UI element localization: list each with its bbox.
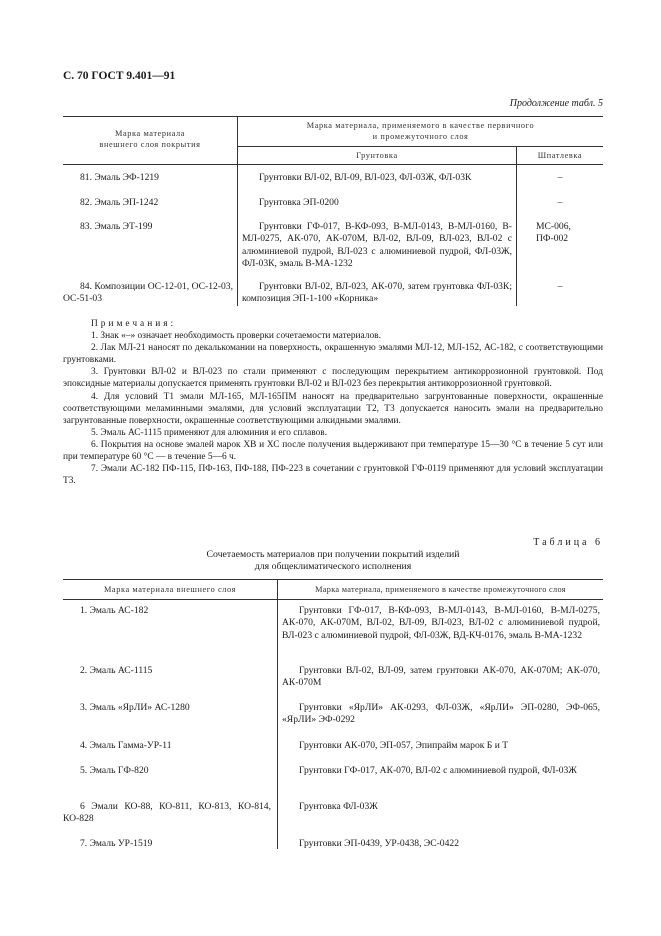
table-row-material: 83. Эмаль ЭТ-199 (80, 221, 153, 232)
table-row-material: 81. Эмаль ЭФ-1219 (80, 172, 159, 183)
table-row-intermediate: Грунтовки ВЛ-02, ВЛ-09, затем грунтовки АК-070, АК-070М; АК-070, АК-070М (282, 665, 600, 689)
table-row-putty: – (557, 172, 563, 183)
table-row-intermediate: Грунтовка ФЛ-03Ж (299, 801, 378, 812)
table-row-material: 7. Эмаль УР-1519 (80, 838, 153, 849)
table-row-primer: Грунтовки ВЛ-02, ВЛ-09, ВЛ-023, ФЛ-03Ж, ФЛ-03К (259, 172, 472, 183)
column-header-outer: Марка материала внешнего слоя (103, 585, 237, 594)
table-row-intermediate: Грунтовки ГФ-017, В-КФ-093, В-МЛ-0143, В-МЛ-0160, В-МЛ-0275, АК-070, АК-070М, ВЛ-02, ВЛ-09, ВЛ-023, ВЛ-02 с алюминиевой пудрой, ВЛ-023 с алюминиевой пудрой, ФЛ-03Ж, ВД-КЧ-0176, эмаль В-МА-1232 (282, 605, 600, 641)
table-rule (63, 116, 603, 117)
note-item: 4. Для условий Т1 эмали МЛ-165, МЛ-165ПМ наносят на предварительно загрунтованные поверхности, окрашенные соответствующими меламинными эмалями, для условий эксплуатации Т2, Т3 допускается наносить эмали на предварительно загрунтованные поверхности, окрашенные соответствующими алкидными эмалями. (63, 391, 603, 426)
table-row-putty: – (557, 281, 563, 292)
table-rule (237, 146, 603, 147)
column-header-outer: Марка материала внешнего слоя покрытия (99, 129, 201, 149)
table-row-intermediate: Грунтовки «ЯрЛИ» АК-0293, ФЛ-03Ж, «ЯрЛИ» ЭП-0280, ЭФ-065, «ЯрЛИ» ЭФ-0292 (282, 702, 600, 726)
table-row-material: 84. Композиции ОС-12-01, ОС-12-03, ОС-51-03 (63, 281, 233, 305)
table-row-material: 2. Эмаль АС-1115 (80, 665, 153, 676)
table-row-material: 6 Эмали КО-88, КО-811, КО-813, КО-814, КО-828 (63, 801, 271, 825)
note-item: 1. Знак «–» означает необходимость проверки сочетаемости материалов. (91, 331, 381, 342)
note-item: 3. Грунтовки ВЛ-02 и ВЛ-023 по стали применяют с последующим перекрытием антикоррозионной грунтовкой. Под эпоксидные материалы допускается применять грунтовки ВЛ-02 и ВЛ-023 без перекрытия антикоррозионной грунтовкой. (63, 367, 603, 390)
table-row-material: 82. Эмаль ЭП-1242 (80, 197, 159, 208)
column-header-primer: Грунтовка (356, 151, 398, 160)
column-header-intermediate: Марка материала, применяемого в качестве промежуточного слоя (315, 585, 566, 594)
page-reference: С. 70 ГОСТ 9.401—91 (63, 70, 176, 82)
table-row-material: 3. Эмаль «ЯрЛИ» АС-1280 (80, 702, 190, 713)
table-row-primer: Грунтовка ЭП-0200 (259, 197, 339, 208)
table-row-material: 1. Эмаль АС-182 (80, 605, 149, 616)
table-row-primer: Грунтовки ГФ-017, В-КФ-093, В-МЛ-0143, В-МЛ-0160, В-МЛ-0275, АК-070, АК-070М, ВЛ-02, ВЛ-09, ВЛ-023, ВЛ-02 с алюминиевой пудрой, ВЛ-023 с алюминиевой пудрой, ФЛ-03Ж, ФЛ-03К, эмаль В-МА-1232 (242, 221, 512, 270)
table-rule (63, 164, 603, 165)
table-row-material: 4. Эмаль Гамма-УР-11 (80, 740, 172, 751)
notes-block (63, 318, 603, 487)
column-divider (237, 116, 238, 306)
table-row-putty: – (557, 197, 563, 208)
table-row-material: 5. Эмаль ГФ-820 (80, 765, 149, 776)
table-row-intermediate: Грунтовки АК-070, ЭП-057, Эпипрайм марок Б и Т (299, 740, 509, 751)
table-row-intermediate: Грунтовки ГФ-017, АК-070, ВЛ-02 с алюминиевой пудрой, ФЛ-03Ж (299, 765, 577, 776)
column-header-used: Марка материала, применяемого в качестве первичного и промежуточного слоя (306, 121, 535, 141)
column-divider (277, 579, 278, 849)
table-row-putty: МС-006, ПФ-002 (536, 221, 571, 245)
note-item: 2. Лак МЛ-21 наносят по декалькомании на поверхность, окрашенную эмалями МЛ-12, МЛ-152, АС-182, с соответствующими грунтовками. (63, 343, 603, 366)
table-continuation-label: Продолжение табл. 5 (509, 98, 603, 109)
note-item: 7. Эмали АС-182 ПФ-115, ПФ-163, ПФ-188, ПФ-223 в сочетании с грунтовкой ГФ-0119 применяют для условий эксплуатации Т3. (63, 464, 603, 487)
notes-title: Примечания: (91, 319, 177, 329)
table-6-label: Таблица 6 (533, 537, 603, 548)
table-row-intermediate: Грунтовки ЭП-0439, УР-0438, ЭС-0422 (299, 838, 459, 849)
table-row-primer: Грунтовки ВЛ-02, ВЛ-023, АК-070, затем грунтовка ФЛ-03К; композиция ЭП-1-100 «Корника» (242, 281, 512, 305)
table-rule (63, 599, 603, 600)
note-item: 5. Эмаль АС-1115 применяют для алюминия и его сплавов. (91, 427, 328, 438)
note-item: 6. Покрытия на основе эмалей марок ХВ и ХС после получения выдерживают при температуре 15—30 °С в течение 5 сут или при температуре 60 °С — в течение 5—6 ч. (63, 439, 603, 463)
column-header-putty: Шпатлевка (537, 151, 583, 160)
table-rule (63, 579, 603, 580)
table-6-caption: Сочетаемость материалов при получении покрытий изделий для общеклиматического исполнения (206, 549, 460, 572)
